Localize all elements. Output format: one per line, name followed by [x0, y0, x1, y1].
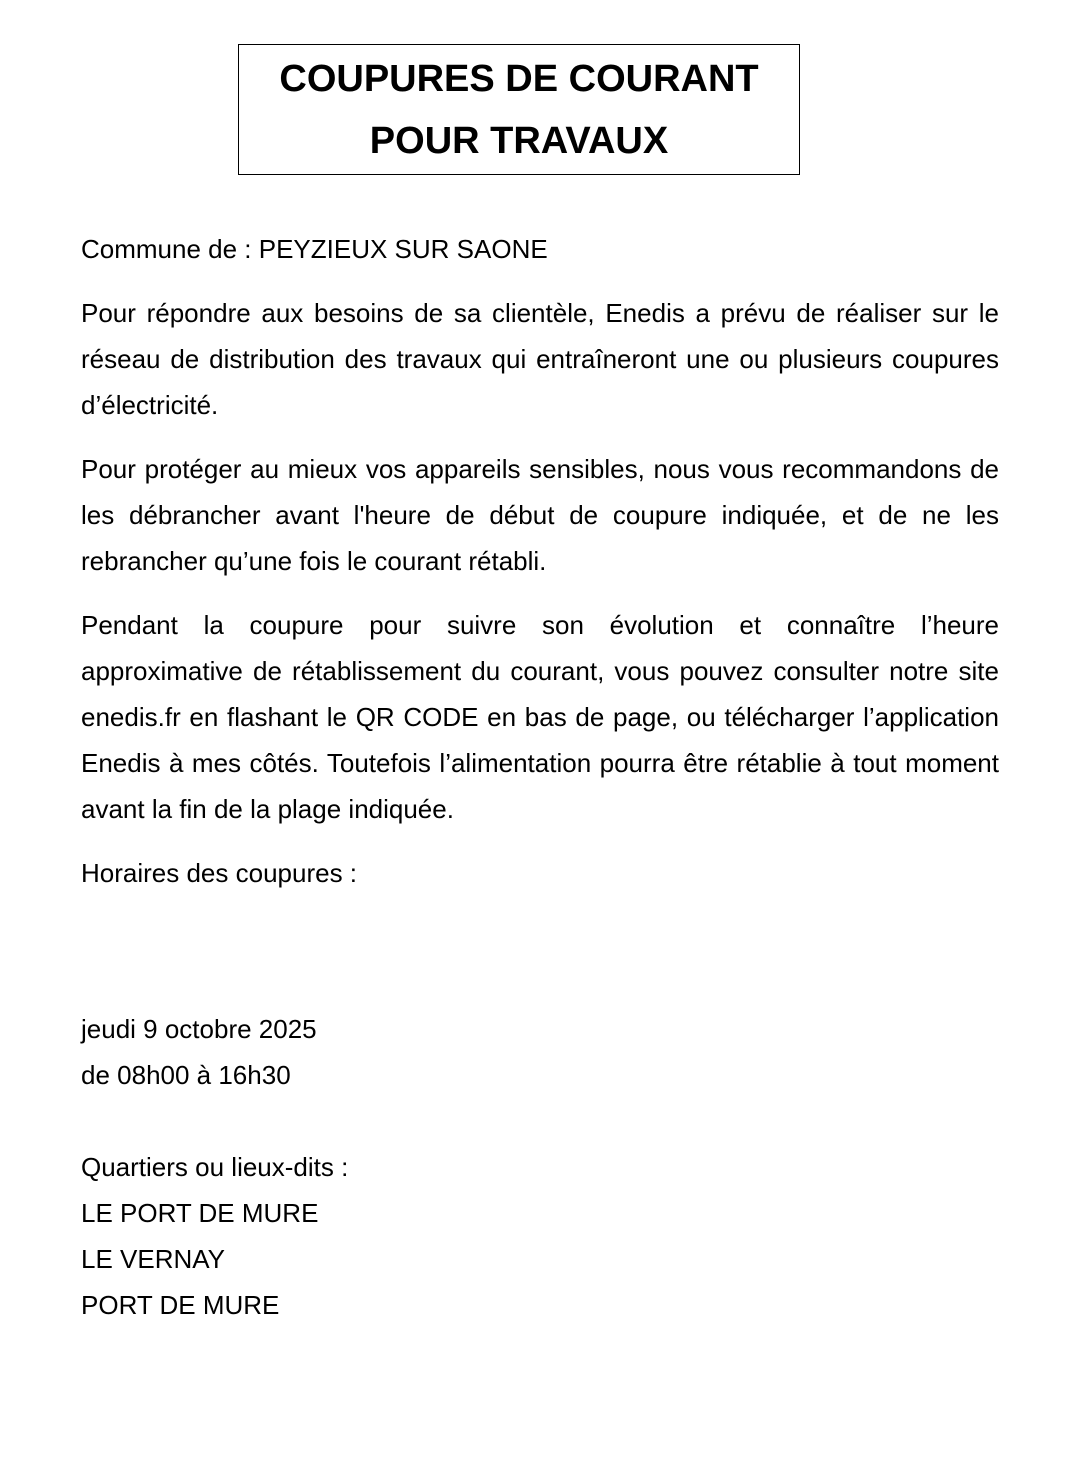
notice-title-box [238, 44, 800, 175]
schedule-date: jeudi 9 octobre 2025 [81, 1014, 317, 1044]
notice-title-line-2: POUR TRAVAUX [369, 119, 669, 162]
protection-paragraph: Pour protéger au mieux vos appareils sensibles, nous vous recommandons de les débrancher avant l'heure de début de coupure indiquée, et de ne les rebrancher qu’une fois le courant rétabli. [81, 454, 999, 576]
spacer [81, 1098, 999, 1144]
spacer [81, 914, 999, 1006]
schedule-heading: Horaires des coupures : [81, 858, 358, 888]
notice-body [81, 226, 999, 1328]
schedule-time: de 08h00 à 16h30 [81, 1060, 291, 1090]
notice-title-line-1: COUPURES DE COURANT [279, 57, 759, 100]
schedule-block [81, 1006, 999, 1098]
locations-block [81, 1144, 999, 1328]
tracking-paragraph: Pendant la coupure pour suivre son évolution et connaître l’heure approximative de rétablissement du courant, vous pouvez consulter notre site enedis.fr en flashant le QR CODE en bas de page, ou télécharger l’application Enedis à mes côtés. Toutefois l’alimentation pourra être rétablie à tout moment avant la fin de la plage indiquée. [81, 610, 999, 824]
locations-heading: Quartiers ou lieux-dits : [81, 1152, 349, 1182]
location-item: LE PORT DE MURE [81, 1198, 319, 1228]
intro-paragraph: Pour répondre aux besoins de sa clientèle, Enedis a prévu de réaliser sur le réseau de distribution des travaux qui entraîneront une ou plusieurs coupures d’électricité. [81, 298, 999, 420]
commune-line: Commune de : PEYZIEUX SUR SAONE [81, 234, 548, 264]
location-item: LE VERNAY [81, 1244, 226, 1274]
location-item: PORT DE MURE [81, 1290, 280, 1320]
